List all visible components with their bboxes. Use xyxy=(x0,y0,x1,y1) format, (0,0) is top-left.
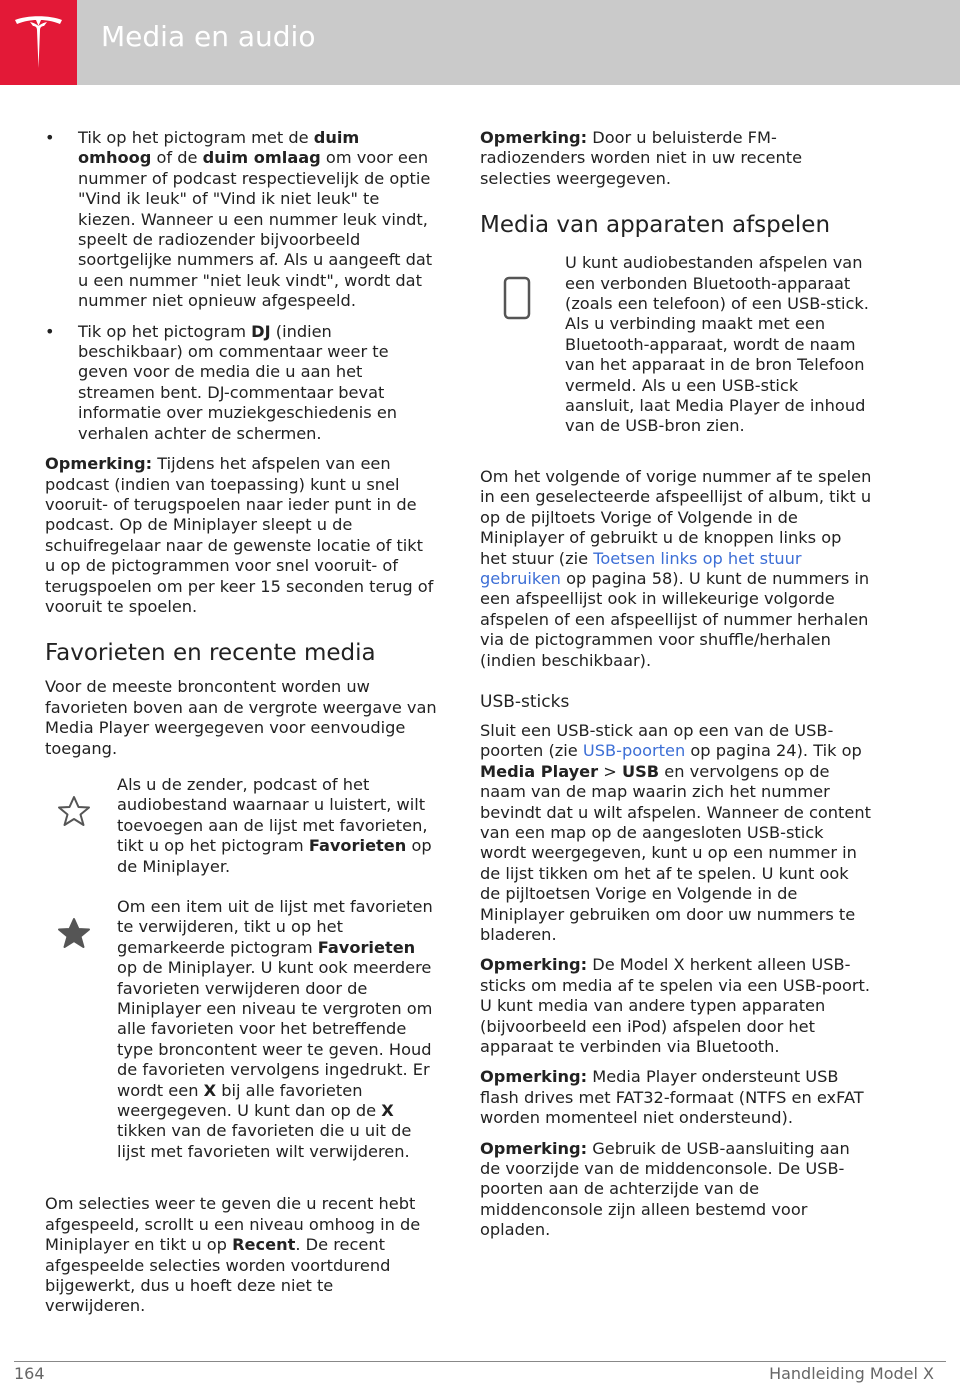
tesla-logo-icon xyxy=(13,14,64,70)
note-podcast: Opmerking: Tijdens het afspelen van een podcast (indien van toepassing) kunt u snel vooruit- of terugspoelen naar ieder punt in de podcast. Op de Miniplayer sleept u de schuifregelaar naar de gewenste locatie of tikt u op de pictogrammen voor snel vooruit- of terugspoelen om per keer 15 seconden terug of vooruit te spoelen. xyxy=(45,454,434,616)
star-filled-row: Om een item uit de lijst met favorieten te verwijderen, tikt u op het gemarkeerde pictogram Favorieten op de Miniplayer. U kunt ook meerdere favorieten verwijderen door de Miniplayer een niveau te vergroten om alle favorieten voor het betreffende type broncontent weer te geven. Houd de favorieten vervolgens ingedrukt. Er wordt een X bij alle favorieten weergegeven. U kunt dan op de X tikken van de favorieten die u uit de lijst met favorieten wilt verwijderen. xyxy=(45,897,437,1162)
favorites-term: Favorieten xyxy=(308,836,407,856)
steering-buttons-link[interactable]: Toetsen links op het stuur gebruiken xyxy=(480,548,802,588)
thumbs-up-term: duim omhoog xyxy=(78,128,360,168)
usb-term: USB xyxy=(622,761,660,781)
star-outline-row: Als u de zender, podcast of het audiobestand waarnaar u luistert, wilt toevoegen aan de lijst met favorieten, tikt u op het pictogram Favorieten op de Miniplayer. xyxy=(45,775,437,877)
x-term: X xyxy=(203,1080,217,1100)
page-number: 164 xyxy=(14,1364,45,1383)
next-prev-paragraph: Om het volgende of vorige nummer af te spelen in een geselecteerde afspeellijst of album, tikt u op de pijltoets Vorige of Volgende in de Miniplayer of gebruikt u de knoppen links op het stuur (zie Toetsen links op het stuur gebruiken op pagina 58). U kunt de nummers in een afspeellijst ook in willekeurige volgorde afspelen of een afspeellijst of nummer herhalen via de pictogrammen voor shuffle/herhalen (indien beschikbaar). xyxy=(480,466,872,670)
phone-icon xyxy=(502,275,532,326)
note-usb-1: Opmerking: De Model X herkent alleen USB-sticks om media af te spelen via een USB-poort. U kunt media van andere typen apparaten (bijvoorbeeld een iPod) afspelen door het apparaat te verbinden via Bluetooth. xyxy=(480,955,871,1057)
note-fm: Opmerking: Door u beluisterde FM-radiozenders worden niet in uw recente selecties weergegeven. xyxy=(480,128,803,188)
dj-term: DJ xyxy=(251,321,271,341)
note-usb-3: Opmerking: Gebruik de USB-aansluiting aan de voorzijde van de middenconsole. De USB-poorten aan de achterzijde van de middenconsole zijn alleen bestemd voor opladen. xyxy=(480,1138,850,1240)
recent-paragraph: Om selecties weer te geven die u recent hebt afgespeeld, scrollt u een niveau omhoog in de Miniplayer en tikt u op Recent. De recent afgespeelde selecties worden voortdurend bijgewerkt, dus u hoeft deze niet te verwijderen. xyxy=(45,1194,421,1316)
note-usb-2: Opmerking: Media Player ondersteunt USB flash drives met FAT32-formaat (NTFS en exFAT worden momenteel niet ondersteund). xyxy=(480,1067,864,1128)
favorites-term: Favorieten xyxy=(317,937,416,957)
left-column xyxy=(45,128,437,1327)
list-item: • Tik op het pictogram DJ (indien beschikbaar) om commentaar weer te geven voor de media die u aan het streamen bent. DJ-commentaar bevat informatie over muziekgeschiedenis en verhalen achter de schermen. xyxy=(45,321,398,443)
page-header xyxy=(0,0,960,85)
heading-devices: Media van apparaten afspelen xyxy=(480,212,831,239)
star-outline-icon xyxy=(57,795,91,832)
usb-ports-link[interactable]: USB-poorten xyxy=(582,741,686,761)
favorites-intro: Voor de meeste broncontent worden uw favorieten boven aan de vergrote weergave van Media Player weergegeven voor eenvoudige toegang. xyxy=(45,677,437,758)
tesla-logo xyxy=(0,0,77,85)
phone-row: U kunt audiobestanden afspelen van een verbonden Bluetooth-apparaat (zoals een telefoon) of een USB-stick. Als u verbinding maakt met een Bluetooth-apparaat, wordt de naam van het apparaat in de bron Telefoon vermeld. Als u een USB-stick aansluit, laat Media Player de inhoud van de USB-bron zien. xyxy=(480,253,872,437)
bullet-list xyxy=(45,128,437,444)
bullet-icon: • xyxy=(45,128,55,147)
page-title: Media en audio xyxy=(101,20,316,53)
right-column xyxy=(480,128,872,1251)
x-term: X xyxy=(381,1101,394,1121)
usb-paragraph: Sluit een USB-stick aan op een van de USB-poorten (zie USB-poorten op pagina 24). Tik op Media Player > USB en vervolgens op de naam van de map waarin zich het nummer bevindt dat u wilt afspelen. Wanneer de content van een map op de aangesloten USB-stick wordt weergegeven, kunt u op een nummer in de lijst tikken om het af te spelen. U kunt ook de pijltoetsen Vorige en Volgende in de Miniplayer gebruiken om door uw nummers te bladeren. xyxy=(480,720,871,944)
list-item: • Tik op het pictogram met de duim omhoog of de duim omlaag om voor een nummer of podcast respectievelijk de optie "Vind ik leuk" of "Vind ik niet leuk" te kiezen. Wanneer u een nummer leuk vindt, speelt de radiozender bijvoorbeeld soortgelijke nummers af. Als u aangeeft dat u een nummer "niet leuk vindt", wordt dat nummer niet opnieuw afgespeeld. xyxy=(45,128,433,311)
footer-divider xyxy=(14,1361,946,1362)
recent-term: Recent xyxy=(232,1235,296,1255)
heading-favorites: Favorieten en recente media xyxy=(45,640,376,667)
media-player-term: Media Player xyxy=(480,761,599,781)
heading-usb: USB-sticks xyxy=(480,691,570,712)
bullet-icon: • xyxy=(45,321,55,341)
footer-title: Handleiding Model X xyxy=(769,1364,934,1383)
thumbs-down-term: duim omlaag xyxy=(202,148,321,168)
star-filled-icon xyxy=(57,917,91,954)
